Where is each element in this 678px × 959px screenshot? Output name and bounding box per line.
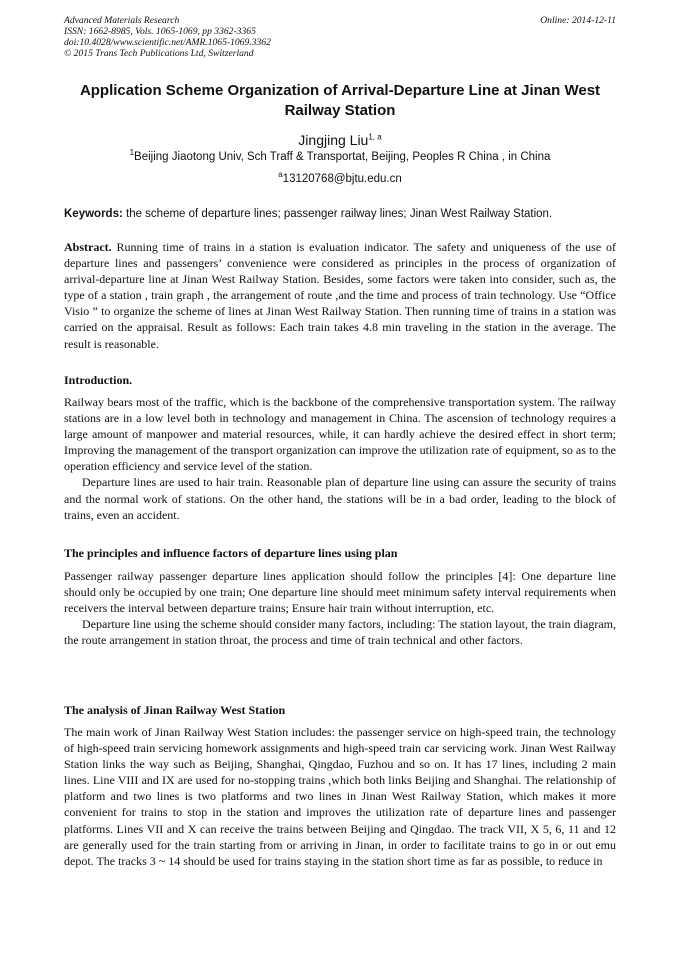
email-sup: a [278,170,283,180]
email-line [64,172,616,187]
abstract [64,239,616,352]
keywords-text: the scheme of departure lines; passenger railway lines; Jinan West Railway Station. [126,208,553,220]
paragraph: Departure lines are used to hair train. Reasonable plan of departure line using can assure the security of trains and the normal work of stations. On the other hand, the stations will be in a bad order, leading to the block of trains, even an accident. [64,475,616,522]
abstract-text: Running time of trains in a station is evaluation indicator. The safety and uniqueness of the use of departure lines and passengers’ convenience were considered as principles in the process of organization of arrival-departure line at Jinan West Railway Station. Besides, some factors were taken into consider, such as, the type of a station , train graph , the arrangement of route ,and the time and process of train technology. Use “Office Visio ” to organize the scheme of lines at Jinan West Railway Station. Then running time of trains in a station was carried on the appraisal. Result as follows: Each train takes 4.8 min traveling in the station in the average. The result is reasonable. [64,240,616,351]
author-sup: 1, a [368,132,382,142]
online-date: Online: 2014-12-11 [540,15,616,26]
section-body-introduction [64,394,616,523]
paragraph: The main work of Jinan Railway West Station includes: the passenger service on high-speed train, the technology of high-speed train servicing homework assignments and high-speed train car servicing work. Jinan West Railway Station links the way such as Beijing, Shanghai, Qingdao, Fuzhou and so on. It has 17 lines, including 2 main lines. Line VIII and IX are used for no-stopping trains ,which both links Beijing and Shanghai. The relationship of platform and two lines is two platforms and two lines in Jinan West Railway Station, which makes it more convenient for trains to stop in the station and improves the utilization rate of departure lines and passenger platforms. Lines VII and X can receive the trains between Beijing and Qingdao. The track VII, X 5, 6, 11 and 12 are generally used for the train starting from or arriving in Jinan, in order to facilitate trains to go in or out emu depot. The tracks 3 ~ 14 should be used for trains staying in the station short time as far as possible, to reduce in [64,725,616,868]
keywords [64,207,616,222]
paragraph: Railway bears most of the traffic, which is the backbone of the comprehensive transportation system. The railway stations are in a low level both in technology and management in China. The ascension of technology requires a large amount of manpower and material resources, while, it can hardly achieve the desired effect in short term; Improving the management of the transport organization can improve the utilization rate of equipment, so as to the operation efficiency and service level of the station. [64,395,616,474]
journal-name: Advanced Materials Research [64,15,180,26]
copyright-line: © 2015 Trans Tech Publications Ltd, Switzerland [64,48,254,59]
paragraph: Departure line using the scheme should consider many factors, including: The station layout, the train diagram, the route arrangement in station throat, the process and time of train technical and other factors. [64,617,616,648]
section-body-analysis [64,724,616,869]
section-body-principles [64,568,616,648]
affiliation [64,150,616,165]
email-address[interactable]: 13120768@bjtu.edu.cn [282,173,402,185]
affiliation-sup: 1 [129,148,135,158]
paper-title: Application Scheme Organization of Arrival-Departure Line at Jinan West Railway Station [79,82,601,119]
author-name: Jingjing Liu [298,132,369,148]
issn-line: ISSN: 1662-8985, Vols. 1065-1069, pp 3362-3365 [64,26,256,37]
abstract-label: Abstract. [64,240,112,254]
section-heading-principles: The principles and influence factors of departure lines using plan [64,546,398,560]
journal-header [64,15,616,59]
paragraph: Passenger railway passenger departure lines application should follow the principles [4]: One departure line should only be occupied by one train; One departure line should meet minimum safety interval requirements when receivers the interval between departure trains; Ensure hair train without interruption, etc. [64,569,616,616]
doi-line: doi:10.4028/www.scientific.net/AMR.1065-1069.3362 [64,37,271,48]
keywords-label: Keywords: [64,208,123,220]
section-heading-introduction: Introduction. [64,373,133,387]
affiliation-text: Beijing Jiaotong Univ, Sch Traff & Transportat, Beijing, Peoples R China , in China [134,151,551,163]
section-heading-analysis: The analysis of Jinan Railway West Station [64,703,286,717]
author-line [64,132,616,149]
